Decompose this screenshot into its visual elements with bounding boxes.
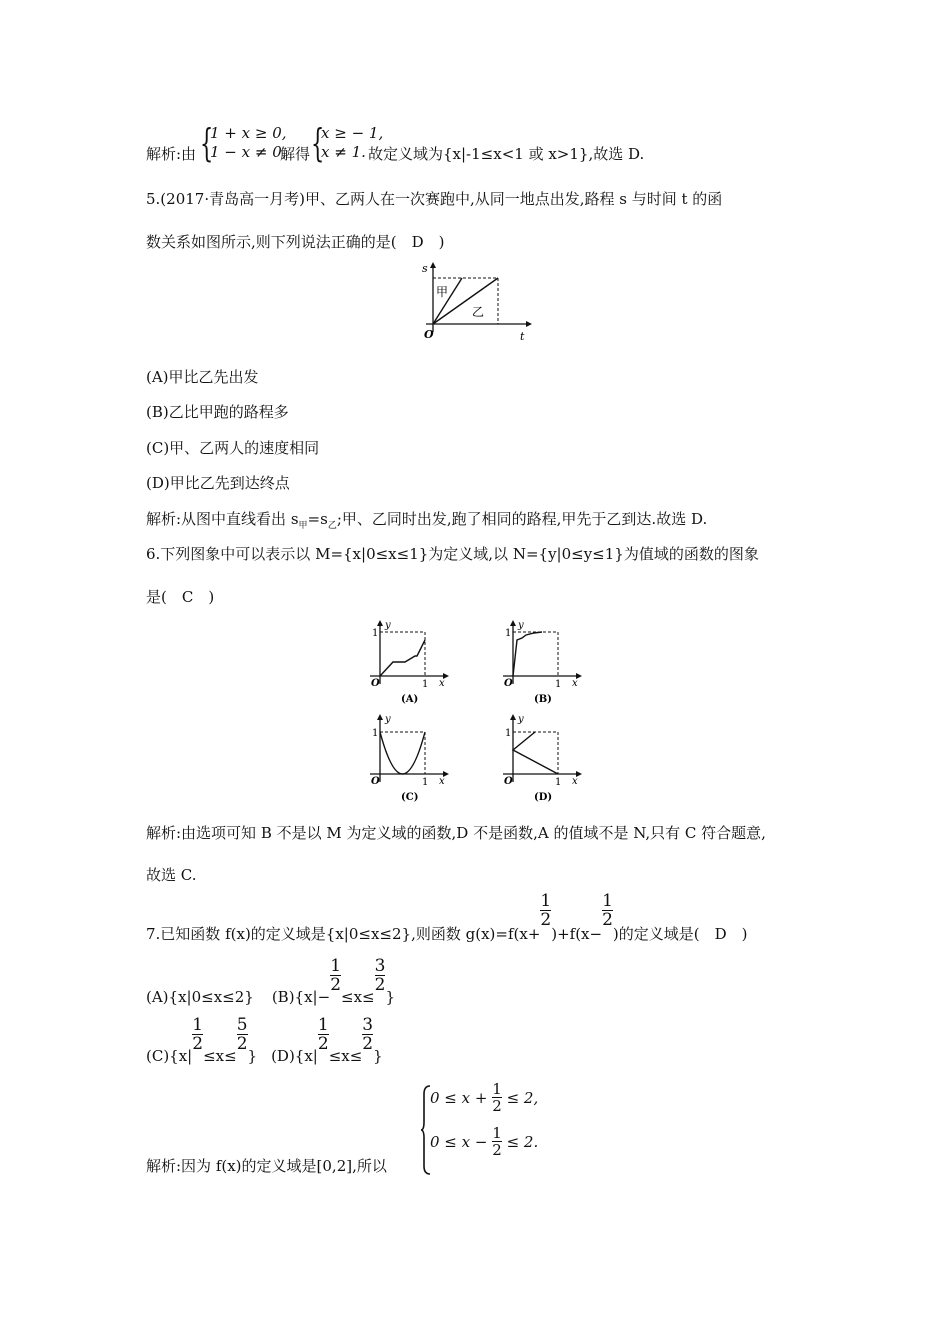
q7-option-d-text: ≤x≤: [328, 1047, 363, 1065]
fraction-one-half: $\frac{1}{2}$: [317, 1015, 329, 1054]
graph-caption: (A): [401, 694, 419, 705]
system-text: ≤ 2.: [506, 1132, 539, 1151]
system-line-2: [430, 1126, 538, 1158]
q5-solution-text: ;甲、乙同时出发,跑了相同的路程,甲先于乙到达.故选 D.: [336, 510, 708, 528]
graph-caption: (B): [534, 694, 552, 705]
q5-option-c: (C)甲、乙两人的速度相同: [146, 439, 320, 457]
graph-one-x: 1: [555, 679, 562, 690]
system-line: 1 − x ≠ 0,: [210, 143, 287, 161]
q6-graph-a: [365, 618, 455, 710]
q7-options-row1: [146, 958, 395, 1005]
q7-option-c-text: ≤x≤: [203, 1047, 237, 1065]
graph-x-label: x: [572, 678, 578, 689]
graph-y-label: y: [385, 620, 391, 631]
graph-one-y: 1: [372, 728, 379, 739]
q7-option-b-text: ≤x≤: [341, 988, 375, 1006]
q5-stem-line2: 数关系如图所示,则下列说法正确的是( D ): [146, 233, 445, 251]
q7-stem: [146, 893, 748, 942]
fraction-three-halves: $\frac{3}{2}$: [374, 956, 386, 995]
fraction-one-half: $\frac{1}{2}$: [540, 891, 552, 930]
graph-y-label: y: [385, 714, 391, 725]
q4-solution-prefix: 解析:由: [146, 145, 197, 163]
graph-one-x: 1: [422, 679, 429, 690]
graph-x-label: x: [572, 776, 578, 787]
graph-one-y: 1: [505, 628, 512, 639]
graph-caption: (D): [534, 792, 553, 803]
q7-option-a: (A){x|0≤x≤2}: [146, 988, 254, 1006]
graph-origin: O: [504, 776, 513, 787]
graph-y-label: y: [518, 620, 524, 631]
graph-one-y: 1: [505, 728, 512, 739]
q7-option-b-text: (B){x|−: [271, 988, 331, 1006]
q6-stem-line2: 是( C ): [146, 588, 215, 606]
q6-solution-line1: 解析:由选项可知 B 不是以 M 为定义域的函数,D 不是函数,A 的值域不是 N,只有 C 符合题意,: [146, 824, 766, 842]
subscript-yi: 乙: [327, 521, 337, 531]
system-text: 0 ≤ x −: [430, 1132, 488, 1151]
q5-solution: [146, 508, 707, 531]
system-text: 0 ≤ x +: [430, 1088, 488, 1107]
q6-graph-d: [498, 712, 588, 806]
system-line: x ≠ 1.: [321, 143, 366, 161]
q5-stem-line1: 5.(2017·青岛高一月考)甲、乙两人在一次赛跑中,从同一地点出发,路程 s 与时间 t 的函: [146, 190, 723, 208]
line-jia-label: 甲: [436, 285, 449, 299]
line-yi-label: 乙: [472, 305, 485, 319]
q7-option-d-text: (D){x|: [271, 1047, 318, 1065]
fraction-three-halves: $\frac{3}{2}$: [362, 1015, 374, 1054]
q7-solution-prefix: 解析:因为 f(x)的定义域是[0,2],所以: [146, 1157, 387, 1175]
q6-graph-b: [498, 618, 588, 710]
graph-one-x: 1: [555, 777, 562, 788]
q7-option-d-text: }: [373, 1047, 383, 1065]
system-line-1: [430, 1082, 538, 1114]
q6-stem-line1: 6.下列图象中可以表示以 M={x|0≤x≤1}为定义域,以 N={y|0≤y≤1}为值域的函数的图象: [146, 545, 759, 563]
fraction-one-half: $\frac{1}{2}$: [192, 1015, 204, 1054]
fraction-one-half: $\frac{1}{2}$: [492, 1080, 502, 1115]
fraction-one-half: $\frac{1}{2}$: [492, 1124, 502, 1159]
axis-s-label: s: [422, 262, 428, 275]
q5-option-a: (A)甲比乙先出发: [146, 368, 259, 386]
q5-figure: [416, 260, 536, 344]
graph-one-x: 1: [422, 777, 429, 788]
graph-origin: O: [504, 678, 513, 689]
system-line: x ≥ − 1,: [321, 124, 384, 142]
fraction-one-half: $\frac{1}{2}$: [330, 956, 342, 995]
q7-stem-text: )+f(x−: [551, 925, 603, 943]
q5-option-b: (B)乙比甲跑的路程多: [146, 403, 289, 421]
fraction-one-half: $\frac{1}{2}$: [602, 891, 613, 930]
graph-one-y: 1: [372, 628, 379, 639]
fraction-five-halves: $\frac{5}{2}$: [236, 1015, 248, 1054]
q5-solution-text: 解析:从图中直线看出 s: [146, 510, 299, 528]
graph-origin: O: [371, 776, 380, 787]
q7-stem-text: )的定义域是( D ): [612, 925, 748, 943]
left-brace: {: [311, 121, 325, 165]
q4-solution-mid: 解得: [280, 145, 311, 163]
system-line: 1 + x ≥ 0,: [210, 124, 287, 142]
q7-option-c-text: (C){x|: [146, 1047, 193, 1065]
q6-graph-c: [365, 712, 455, 806]
q4-solution-suffix: 故定义域为{x|-1≤x<1 或 x>1},故选 D.: [368, 145, 645, 163]
q7-stem-text: 7.已知函数 f(x)的定义域是{x|0≤x≤2},则函数 g(x)=f(x+: [146, 925, 541, 943]
system-text: ≤ 2,: [506, 1088, 539, 1107]
subscript-jia: 甲: [298, 521, 308, 531]
graph-x-label: x: [439, 678, 445, 689]
axis-t-label: t: [520, 330, 525, 343]
graph-y-label: y: [518, 714, 524, 725]
q5-solution-text: =s: [307, 510, 328, 528]
q5-option-d: (D)甲比乙先到达终点: [146, 474, 290, 492]
left-brace: {: [200, 121, 214, 165]
graph-origin: O: [371, 678, 380, 689]
graph-x-label: x: [439, 776, 445, 787]
q6-solution-line2: 故选 C.: [146, 866, 197, 884]
q7-options-row2: [146, 1017, 383, 1064]
q7-option-c-text: }: [247, 1047, 258, 1065]
origin-label: O: [424, 328, 434, 341]
q7-option-b-text: }: [385, 988, 395, 1006]
graph-caption: (C): [401, 792, 419, 803]
